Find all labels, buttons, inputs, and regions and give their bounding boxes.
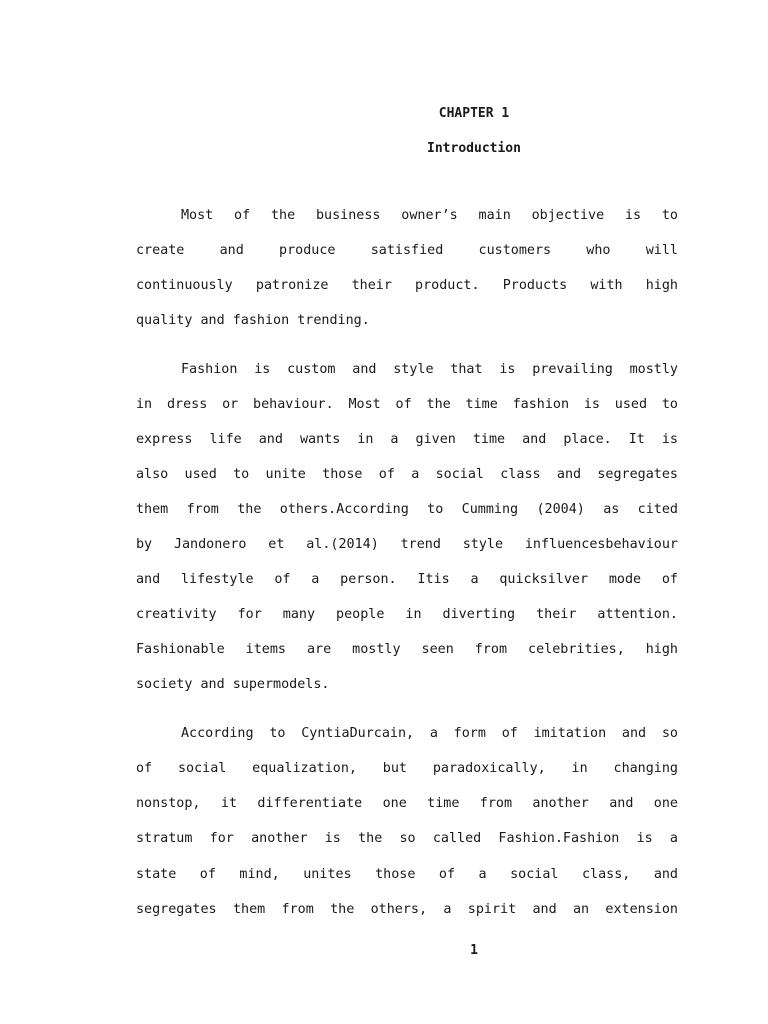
text-line: and lifestyle of a person. Itis a quicksilver mode of	[136, 572, 678, 587]
text-line: Fashionable items are mostly seen from celebrities, high	[136, 642, 678, 657]
text-line: quality and fashion trending.	[136, 313, 370, 328]
text-line: society and supermodels.	[136, 677, 330, 692]
text-line: by Jandonero et al.(2014) trend style influencesbehaviour	[136, 537, 678, 552]
text-line: According to CyntiaDurcain, a form of imitation and so	[181, 726, 678, 741]
chapter-heading: CHAPTER 1	[438, 106, 510, 121]
page-number: 1	[470, 943, 478, 958]
text-line: also used to unite those of a social class and segregates	[136, 467, 678, 482]
text-line: in dress or behaviour. Most of the time fashion is used to	[136, 397, 678, 412]
text-line: of social equalization, but paradoxically, in changing	[136, 761, 678, 776]
text-line: Fashion is custom and style that is prevailing mostly	[181, 362, 678, 377]
text-line: them from the others.According to Cumming (2004) as cited	[136, 502, 678, 517]
text-line: express life and wants in a given time and place. It is	[136, 432, 678, 447]
text-line: nonstop, it differentiate one time from another and one	[136, 796, 678, 811]
text-line: Most of the business owner’s main objective is to	[181, 208, 678, 223]
section-title: Introduction	[427, 141, 521, 156]
text-line: stratum for another is the so called Fashion.Fashion is a	[136, 831, 678, 846]
text-line: creativity for many people in diverting their attention.	[136, 607, 678, 622]
text-line: state of mind, unites those of a social class, and	[136, 867, 678, 882]
text-line: continuously patronize their product. Products with high	[136, 278, 678, 293]
text-line: create and produce satisfied customers who will	[136, 243, 678, 258]
text-line: segregates them from the others, a spirit and an extension	[136, 902, 678, 917]
